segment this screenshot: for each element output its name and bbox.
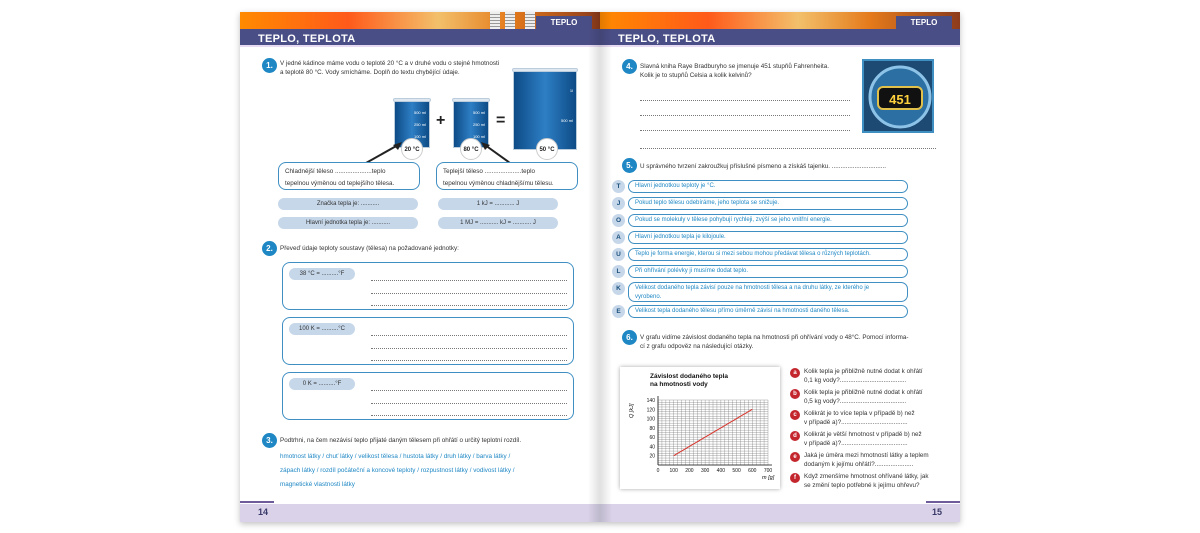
task-number-2: 2. [262, 241, 277, 256]
question-answer-line[interactable]: v případě a)?...................................... [804, 440, 908, 447]
statement-row[interactable] [612, 248, 942, 261]
chart-title-line: Závislost dodaného tepla [650, 373, 729, 380]
question-text: Kolik tepla je přibližně nutné dodat k ohřátí [804, 389, 923, 396]
task-number-5: 5. [622, 158, 637, 173]
right-footer [600, 504, 960, 522]
y-tick-label: 80 [649, 425, 655, 432]
question-text: Jaká je úměra mezi hmotností látky a teplem [804, 452, 929, 459]
statement-text-line: Velikost dodaného tepla závisí pouze na hmotnosti tělesa a na druhu látky, ze kterého je [635, 285, 870, 291]
question-letter: a [790, 368, 800, 378]
statement-row[interactable] [612, 231, 942, 244]
heat-mass-chart [620, 367, 780, 489]
x-tick-label: 0 [656, 468, 660, 474]
task-number-6: 6. [622, 330, 637, 345]
task-number-1: 1. [262, 58, 277, 73]
y-tick-label: 100 [646, 416, 655, 423]
statement-letter[interactable]: O [612, 214, 625, 227]
x-tick-label: 700 [763, 468, 773, 474]
statement-text: Při ohřívání polévky ji musíme dodat teplo. [628, 265, 908, 278]
beaker-50: 1l 500 ml [513, 72, 577, 150]
question-text: Kolikrát je větší hmotnost v případě b) než [804, 431, 922, 438]
x-tick-label: 400 [716, 468, 726, 474]
question-letter: e [790, 452, 800, 462]
chapter-title: TEPLO, TEPLOTA [618, 33, 716, 45]
task-number-3: 3. [262, 433, 277, 448]
task-4-text-1: Slavná kniha Raye Bradburyho se jmenuje 451 stupňů Fahrenheita. [640, 63, 830, 70]
conversion-pill-3: 0 K = ..........°F [289, 378, 355, 390]
x-tick-label: 600 [748, 468, 757, 474]
equals-sign: = [496, 112, 506, 129]
y-tick-label: 60 [649, 435, 655, 442]
statement-text: Hlavní jednotkou tepla je kilojoule. [628, 231, 908, 244]
task-6-text-2: cí z grafu odpověz na následující otázky. [640, 343, 754, 350]
statement-text [628, 282, 908, 302]
book-cover-image [862, 59, 934, 133]
task-6-text-1: V grafu vidíme závislost dodaného tepla na hmotnosti při ohřívání vody o 48°C. Pomocí informa- [640, 334, 909, 341]
y-tick-label: 120 [646, 407, 655, 414]
plus-sign: + [436, 112, 446, 129]
x-axis-label: m [g] [762, 475, 775, 481]
statement-letter[interactable]: T [612, 180, 625, 193]
question-answer-line[interactable]: v případě a)?...................................... [804, 419, 908, 426]
pill-kj[interactable]: 1 kJ = ............ J [438, 198, 558, 210]
question-letter: d [790, 431, 800, 441]
statement-text: Velikost tepla dodaného tělesu přímo úměrně závisí na hmotnosti daného tělesa. [628, 305, 908, 318]
chapter-tab: TEPLO [536, 16, 592, 30]
statement-row[interactable] [612, 214, 942, 227]
left-page [240, 12, 600, 522]
chapter-title-bar [600, 29, 960, 47]
beaker-20: 500 ml 250 ml 100 ml [394, 102, 430, 148]
question-letter: b [790, 389, 800, 399]
statement-row[interactable] [612, 305, 942, 318]
x-tick-label: 500 [732, 468, 741, 474]
task-3-line-3[interactable]: magnetické vlastnosti látky [280, 481, 355, 488]
pill-heat-unit[interactable]: Hlavní jednotka tepla je: ........... [278, 217, 418, 229]
task-number-4: 4. [622, 59, 637, 74]
page-number-left: 14 [258, 507, 269, 517]
y-tick-label: 40 [649, 444, 655, 451]
question-text: Kolik tepla je přibližně nutné dodat k ohřátí [804, 368, 923, 375]
chapter-tab: TEPLO [896, 16, 952, 30]
statement-letter[interactable]: L [612, 265, 625, 278]
temp-badge-20: 20 °C [401, 138, 423, 160]
temp-badge-80: 80 °C [460, 138, 482, 160]
question-letter: c [790, 410, 800, 420]
statement-row[interactable] [612, 180, 942, 193]
task-3-text: Podtrhni, na čem nezávisí teplo přijaté daným tělesem při ohřátí o určitý teplotní rozdíl. [280, 437, 522, 444]
chapter-title: TEPLO, TEPLOTA [258, 33, 356, 45]
x-tick-label: 300 [700, 468, 710, 474]
chart-panel [620, 367, 780, 489]
workbook-spread [240, 12, 960, 522]
question-answer-line[interactable]: 0,1 kg vody?...................................... [804, 377, 907, 384]
task-1-text: V jedné kádince máme vodu o teplotě 20 °C a v druhé vodu o stejné hmotnosti a teplotě 80 °C. Vody smícháme. Doplň do textu chybějící údaje. [280, 60, 500, 76]
chart-title-line: na hmotnosti vody [650, 381, 708, 388]
chapter-title-bar [240, 29, 600, 47]
svg-text:451: 451 [889, 92, 911, 107]
statement-text-line: vyrobeno. [635, 294, 662, 300]
y-tick-label: 140 [646, 398, 655, 404]
question-text: Kolikrát je to více tepla v případě b) než [804, 410, 915, 417]
task-5-text: U správného tvrzení zakroužkuj příslušné písmeno a získáš tajenku. ............................... [640, 163, 887, 170]
beaker-80: 500 ml 250 ml 100 ml [453, 102, 489, 148]
task-3-line-1[interactable]: hmotnost látky / chuť látky / velikost tělesa / hustota látky / druh látky / barva látky / [280, 453, 511, 460]
conversion-box-3[interactable] [282, 372, 574, 420]
question-answer-line[interactable]: 0,5 kg vody?...................................... [804, 398, 907, 405]
statement-letter[interactable]: U [612, 248, 625, 261]
conversion-pill-1: 38 °C = ..........°F [289, 268, 355, 280]
statement-row[interactable] [612, 282, 942, 302]
fill-box-warmer[interactable]: Teplejší těleso .....................teplo tepelnou výměnou chladnějšímu tělesu. [436, 162, 578, 190]
y-axis-label: Q [kJ] [629, 403, 635, 418]
question-answer-line[interactable]: se změní teplo potřebné k jejímu ohřevu? [804, 482, 920, 489]
conversion-box-2[interactable] [282, 317, 574, 365]
statement-letter[interactable]: A [612, 231, 625, 244]
pill-heat-symbol[interactable]: Značka tepla je: ........... [278, 198, 418, 210]
statement-text: Teplo je forma energie, kterou si mezi sebou mohou předávat tělesa o různých teplotách. [628, 248, 908, 261]
fill-box-colder[interactable]: Chladnější těleso .....................teplo tepelnou výměnou od teplejšího tělesa. [278, 162, 420, 190]
left-footer [240, 504, 600, 522]
question-answer-line[interactable]: dodaným k jejímu ohřátí?...................... [804, 461, 914, 468]
task-3-line-2[interactable]: zápach látky / rozdíl počáteční a koncové teploty / rozpustnost látky / vodivost látky / [280, 467, 515, 474]
x-tick-label: 200 [685, 468, 694, 474]
statement-letter[interactable]: E [612, 305, 625, 318]
question-text: Když zmenšíme hmotnost ohřívané látky, jak [804, 473, 929, 480]
temp-badge-50: 50 °C [536, 138, 558, 160]
conversion-box-1[interactable] [282, 262, 574, 310]
x-tick-label: 100 [669, 468, 678, 474]
statement-letter[interactable]: J [612, 197, 625, 210]
right-page [600, 12, 960, 522]
statement-row[interactable] [612, 265, 942, 278]
statement-text: Hlavní jednotkou teploty je °C. [628, 180, 908, 193]
statement-letter[interactable]: K [612, 282, 625, 295]
statement-text: Pokud teplo tělesu odebíráme, jeho teplota se snižuje. [628, 197, 908, 210]
statement-row[interactable] [612, 197, 942, 210]
question-letter: f [790, 473, 800, 483]
pill-mj[interactable]: 1 MJ = ........... kJ = ........... J [438, 217, 558, 229]
task-4-text-2: Kolik je to stupňů Celsia a kolik kelvinů? [640, 72, 752, 79]
page-number-right: 15 [931, 507, 942, 517]
y-tick-label: 20 [649, 453, 655, 460]
task-2-text: Převeď údaje teploty soustavy (tělesa) na požadované jednotky: [280, 245, 459, 252]
conversion-pill-2: 100 K = ..........°C [289, 323, 355, 335]
statement-text: Pokud se molekuly v tělese pohybují rychleji, zvýší se jeho vnitřní energie. [628, 214, 908, 227]
